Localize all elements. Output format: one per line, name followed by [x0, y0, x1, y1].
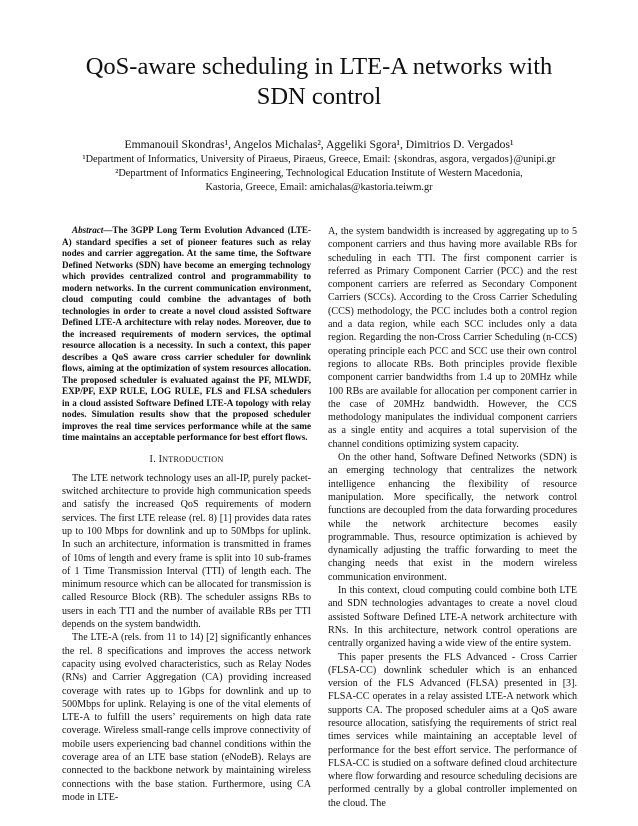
body-paragraph: The LTE-A (rels. from 11 to 14) [2] significantly enhances the rel. 8 specifications and improves the access network capacity using evolved characteristics, such as Relay Nodes (RNs) and Carrier Aggregation (CA) providing increased coverage with rates up to 1Gbps for downlink and up to 500Mbps for uplink. Relaying is one of the vital elements of LTE-A to fulfill the users’ requirements on high data rate coverage. Wireless small-range cells improve connectivity of mobile users experiencing bad channel conditions within the coverage area of an LTE base station (eNodeB). Relays are connected to the backbone network by maintaining wireless connections with the base station. Furthermore, using CA mode in LTE- — [62, 632, 311, 803]
body-paragraph: This paper presents the FLS Advanced - Cross Carrier (FLSA-CC) downlink scheduler which is an enhanced version of the FLS Advanced (FLSA) presented in [3]. FLSA-CC operates in a relay assisted LTE-A network which supports CA. The proposed scheduler aims at a QoS aware resource allocation, satisfying the requirements of strict real times services while maintaining an acceptable level of performance for the best effort service. The performance of FLSA-CC is studied on a software defined cloud architecture where flow forwarding and resource scheduling decisions are performed centrally by a global controller implemented on the cloud. The — [328, 651, 577, 809]
body-paragraph: On the other hand, Software Defined Networks (SDN) is an emerging technology that centralizes the network intelligence enhancing the flexibility of resource manipulation. More specifically, the network control functions are decoupled from the data forwarding procedures while the network architecture becomes easily programmable. Thus, resource optimization is achieved by dynamically adjusting the traffic forwarding to meet the changing needs that exist in the modern wireless communication environment. — [328, 452, 577, 583]
section-number: I. — [149, 453, 156, 465]
abstract-lead: Abstract — [72, 225, 104, 235]
right-column — [328, 225, 577, 810]
body-paragraph: The LTE network technology uses an all-IP, purely packet-switched architecture to provide high communication speeds and satisfy the increased QoS requirements of modern services. The first LTE release (rel. 8) [1] provides data rates up to 100 Mbps for downlink and up to 50Mbps for uplink. In such an architecture, information is transmitted in frames of 10ms of length and every frame is split into 10 sub-frames of 1 Time Transmission Interval (TTI) of length each. The minimum resource which can be allocated for transmission is called Resource Block (RB). The scheduler assigns RBs to users in each TTI and the number of available RBs per TTI depends on the system bandwidth. — [62, 472, 311, 631]
affiliation-line-2: ²Department of Informatics Engineering, Technological Education Institute of Western Macedonia, — [115, 168, 523, 179]
affiliation-line-1: ¹Department of Informatics, University of Piraeus, Piraeus, Greece, Email: {skondras, asgora, vergados}@unipi.gr — [82, 154, 556, 165]
section-title-initial: I — [158, 453, 163, 465]
paper-title — [40, 52, 598, 112]
affiliations — [10, 153, 628, 195]
author-list: Emmanouil Skondras¹, Angelos Michalas², Aggeliki Sgora¹, Dimitrios D. Vergados¹ — [124, 138, 514, 151]
body-paragraph: In this context, cloud computing could combine both LTE and SDN technologies advantages to create a novel cloud assisted Software Defined LTE-A network architecture with RNs. In this architecture, network control operations are centrally organized having a wide view of the entire system. — [328, 585, 577, 650]
section-heading — [62, 453, 311, 466]
abstract-text: —The 3GPP Long Term Evolution Advanced (LTE-A) standard specifies a set of pioneer features such as relay nodes and carrier aggregation. At the same time, the Software Defined Networks (SDN) have become an emerging technology which provides centralized control and programmability to modern networks. In the current communication environment, cloud computing could combine the advantages of both technologies in order to create a novel cloud assisted Software Defined LTE-A architecture with relay nodes. Moreover, due to the increased requirements of modern services, the optimal resource allocation is a necessity. In such a context, this paper describes a QoS aware cross carrier scheduler for downlink flows, aiming at the optimization of system resources allocation. The proposed scheduler is evaluated against the PF, MLWDF, EXP/PF, EXP RULE, LOG RULE, FLS and FLSA schedulers in a cloud assisted Software Defined LTE-A topology with relay nodes. Simulation results show that the proposed scheduler improves the real time services performance while at the same time maintains an acceptable performance for best effort flows. — [62, 225, 311, 442]
title-line-2: SDN control — [256, 83, 382, 110]
section-title-rest: NTRODUCTION — [162, 454, 224, 464]
body-paragraph: A, the system bandwidth is increased by aggregating up to 5 component carriers and thus having more available RBs for scheduling in each TTI. The first component carrier is referred as Primary Component Carrier (PCC) and the rest component carriers are referred as Secondary Component Carriers (SCCs). According to the Cross Carrier Scheduling (CCS) methodology, the PCC includes both a control region and a data region, while each SCC includes only a data region. Regarding the non-Cross Carrier Scheduling (n-CCS) operating principle each PCC and SCC use their own control regions to allocate RBs. Both principles provide flexible component carrier bandwidths from 1.4 up to 20MHz while 100 RBs are available for allocation per component carrier in the case of 20MHz bandwidth. However, the CCS methodology manipulates the individual component carriers as a single entity and acquires a total supervision of the channel conditions optimizing system capacity. — [328, 226, 577, 450]
affiliation-line-3: Kastoria, Greece, Email: amichalas@kastoria.teiwm.gr — [205, 182, 433, 193]
title-line-1: QoS-aware scheduling in LTE-A networks with — [85, 53, 553, 80]
left-column — [62, 225, 311, 804]
abstract — [62, 225, 311, 444]
